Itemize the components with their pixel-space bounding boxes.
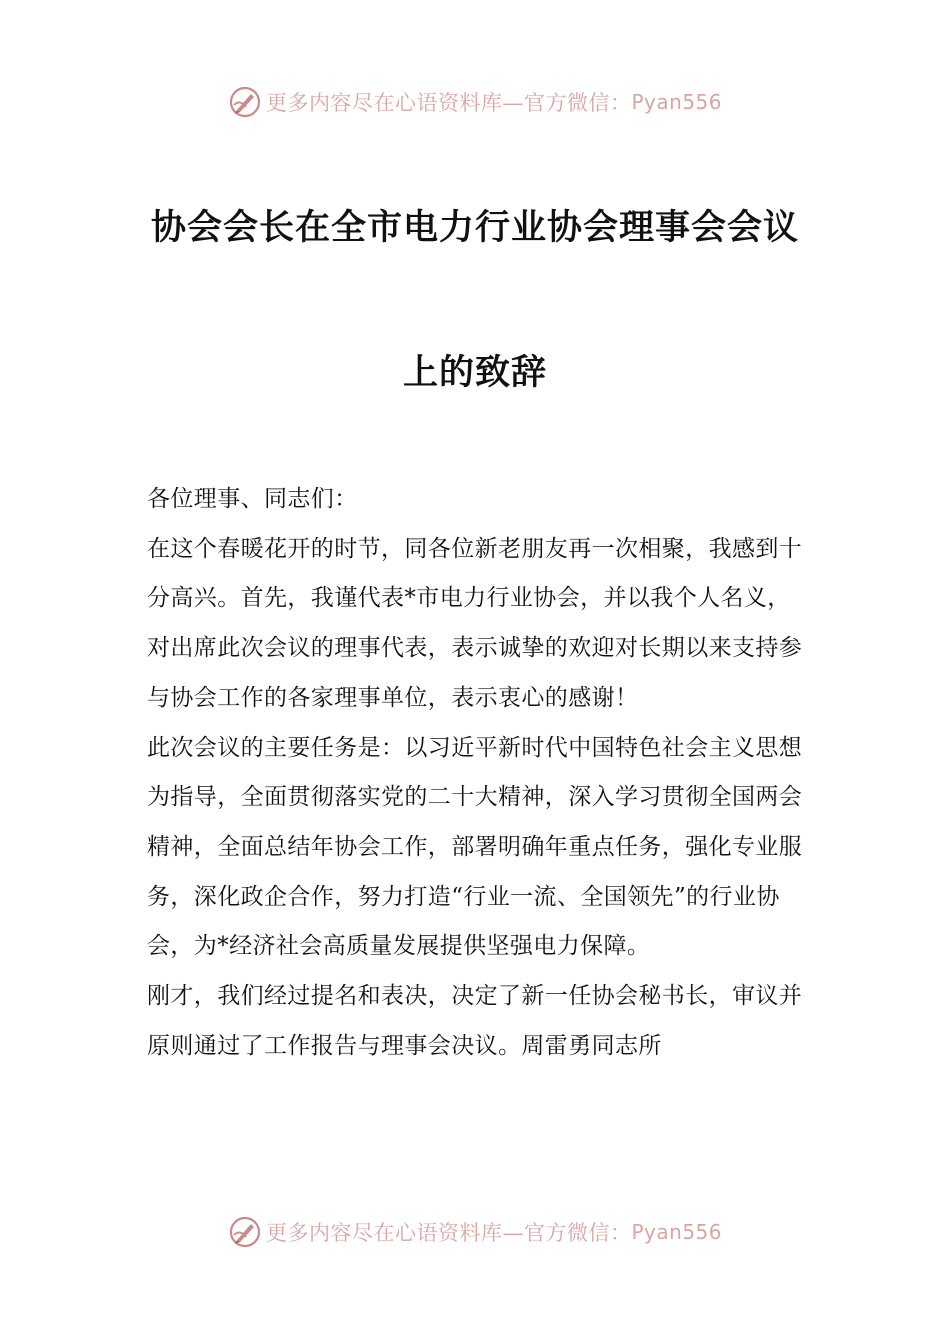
watermark-text: 更多内容尽在心语资料库—官方微信： [265,1221,632,1245]
document-title-line-2: 上的致辞 [402,353,547,393]
footer-watermark [0,1212,950,1252]
pen-logo-icon [228,1215,262,1249]
header-watermark [0,82,950,122]
watermark-wechat-id: Pyan556 [631,1220,722,1244]
watermark-text: 更多内容尽在心语资料库—官方微信： [265,91,632,115]
paragraph-salutation: 各位理事、同志们： [147,486,358,512]
paragraph: 在这个春暖花开的时节，同各位新老朋友再一次相聚，我感到十分高兴。首先，我谨代表*市电力行业协会，并以我个人名义，对出席此次会议的理事代表，表示诚挚的欢迎对长期以来支持参与协会工作的各家理事单位，表示衷心的感谢！ [147,535,803,711]
document-body [147,475,804,1071]
pen-logo-icon [228,85,262,119]
paragraph: 刚才，我们经过提名和表决，决定了新一任协会秘书长，审议并原则通过了工作报告与理事会决议。周雷勇同志所 [147,983,803,1059]
document-title-line-1: 协会会长在全市电力行业协会理事会会议 [150,208,799,248]
paragraph: 此次会议的主要任务是：以习近平新时代中国特色社会主义思想为指导，全面贯彻落实党的二十大精神，深入学习贯彻全国两会精神，全面总结年协会工作，部署明确年重点任务，强化专业服务，深化政企合作，努力打造“行业一流、全国领先”的行业协会，为*经济社会高质量发展提供坚强电力保障。 [147,734,803,960]
watermark-wechat-id: Pyan556 [631,90,722,114]
